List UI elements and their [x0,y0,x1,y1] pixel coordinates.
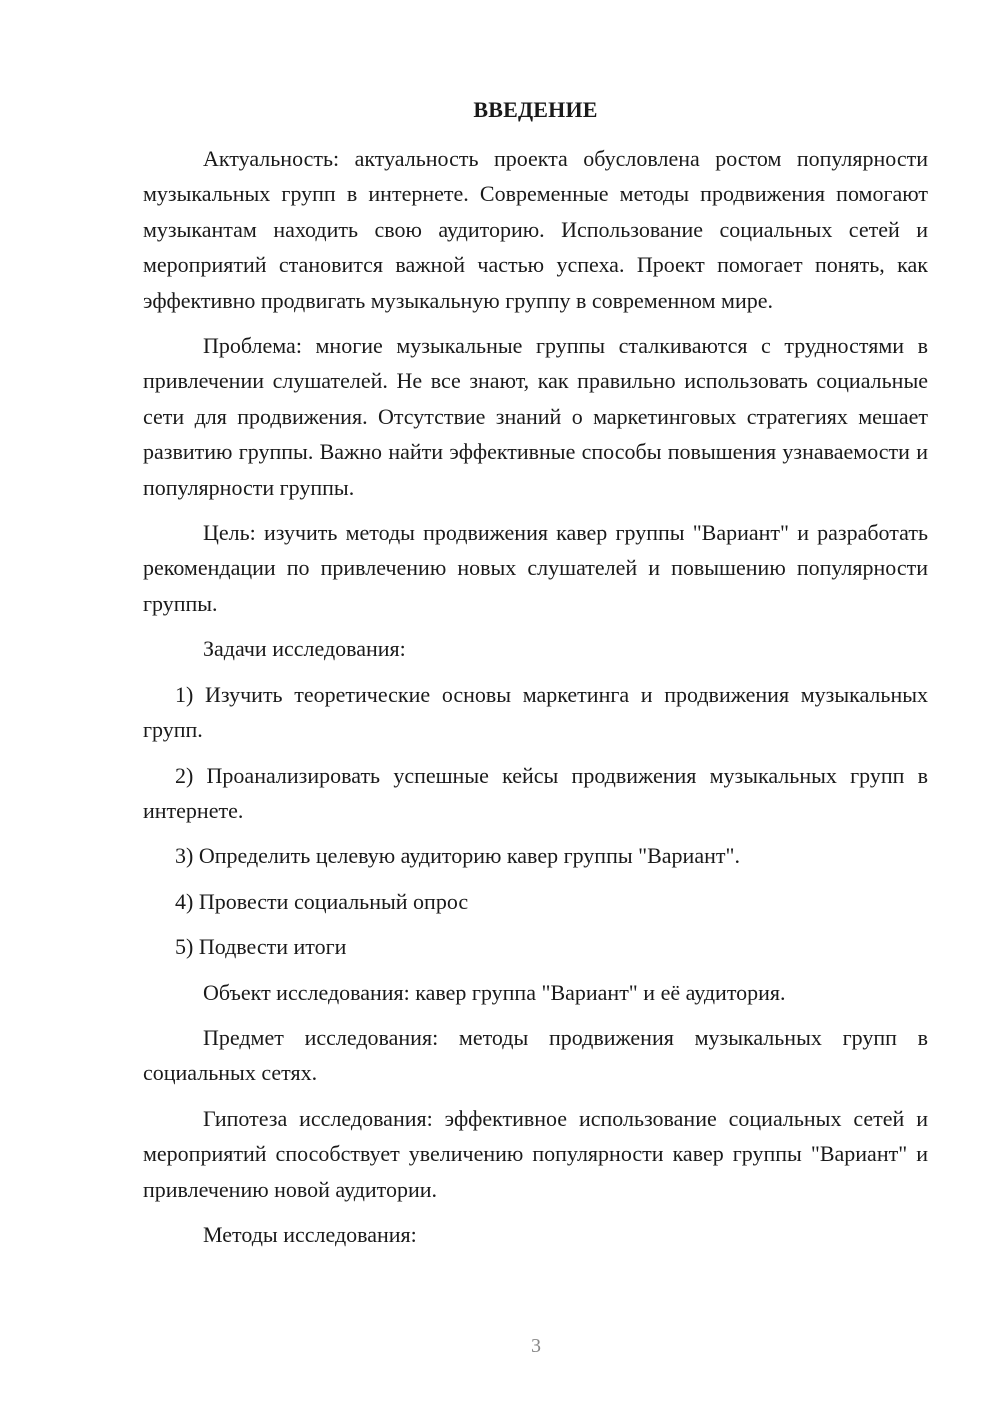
task-item-4: 4) Провести социальный опрос [175,888,469,914]
task-item-5: 5) Подвести итоги [175,934,347,960]
section-title: ВВЕДЕНИЕ [473,97,598,122]
task-item-1: 1) Изучить теоретические основы маркетинга и продвижения музыкальных групп. [143,681,928,743]
paragraph-actuality: Актуальность: актуальность проекта обусловлена ростом популярности музыкальных групп в интернете. Современные методы продвижения помогают музыкантам находить свою аудиторию. Использование социальных сетей и мероприятий становится важной частью успеха. Проект помогает понять, как эффективно продвигать музыкальную группу в современном мире. [143,146,928,313]
task-item-2: 2) Проанализировать успешные кейсы продвижения музыкальных групп в интернете. [143,762,928,823]
paragraph-methods: Методы исследования: [203,1221,417,1247]
paragraph-hypothesis: Гипотеза исследования: эффективное использование социальных сетей и мероприятий способствует увеличению популярности кавер группы "Вариант" и привлечению новой аудитории. [143,1105,928,1202]
paragraph-subject: Предмет исследования: методы продвижения музыкальных групп в социальных сетях. [143,1024,928,1086]
paragraph-goal: Цель: изучить методы продвижения кавер группы "Вариант" и разработать рекомендации по привлечению новых слушателей и повышению популярности группы. [143,520,928,616]
task-item-3: 3) Определить целевую аудиторию кавер группы "Вариант". [175,843,740,869]
paragraph-problem: Проблема: многие музыкальные группы сталкиваются с трудностями в привлечении слушателей. Не все знают, как правильно использовать социальные сети для продвижения. Отсутствие знаний о маркетинговых стратегиях мешает развитию группы. Важно найти эффективные способы повышения узнаваемости и популярности группы. [143,333,928,500]
paragraph-object: Объект исследования: кавер группа "Вариант" и её аудитория. [203,979,786,1005]
tasks-heading: Задачи исследования: [203,636,406,662]
page-number: 3 [531,1335,541,1357]
document-page [143,95,928,1262]
